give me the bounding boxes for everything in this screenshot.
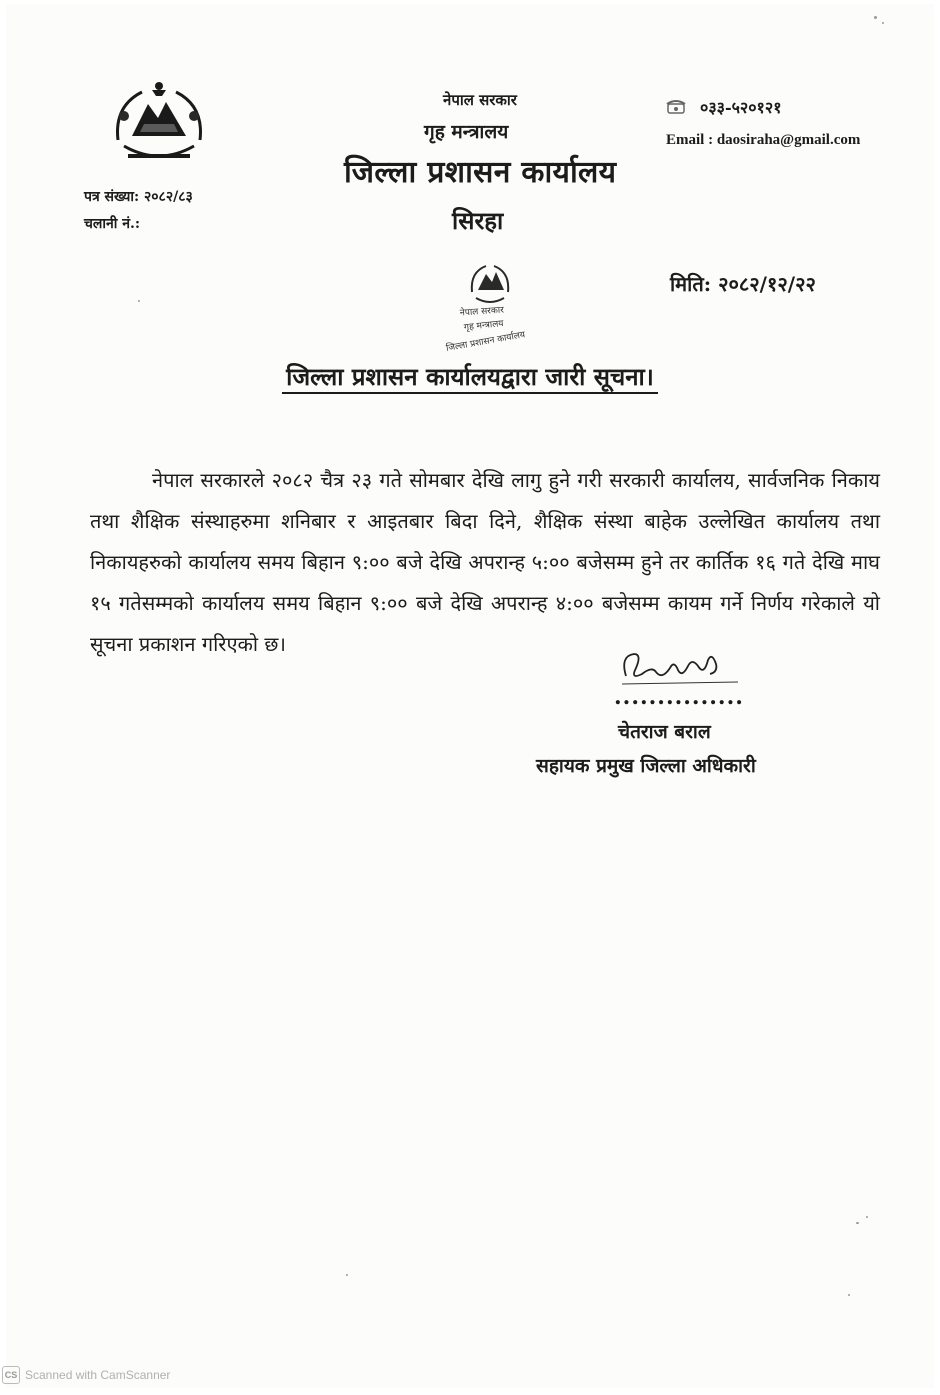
scan-speck: [866, 1216, 868, 1218]
seal-line-1: नेपाल सरकार: [459, 305, 505, 319]
office-seal-stamp: [424, 256, 544, 366]
scan-speck: [856, 1222, 859, 1224]
seal-line-3: जिल्ला प्रशासन कार्यालय: [445, 330, 526, 354]
signer-name: चेतराज बराल: [618, 721, 711, 743]
signer-designation: सहायक प्रमुख जिल्ला अधिकारी: [536, 755, 756, 777]
notice-title: [6, 360, 934, 393]
scanner-watermark: [2, 1366, 170, 1384]
notice-title-text: जिल्ला प्रशासन कार्यालयद्वारा जारी सूचना।: [282, 362, 658, 394]
phone-number: ०३३-५२०१२१: [700, 98, 782, 117]
email-address: Email : daosiraha@gmail.com: [666, 132, 861, 148]
watermark-text: Scanned with CamScanner: [25, 1368, 171, 1382]
government-name: नेपाल सरकार: [443, 91, 517, 109]
camscanner-logo-icon: CS: [2, 1366, 20, 1384]
telephone-icon: [666, 99, 686, 115]
notice-body: नेपाल सरकारले २०८२ चैत्र २३ गते सोमबार देखि लागु हुने गरी सरकारी कार्यालय, सार्वजनिक निकाय तथा शैक्षिक संस्थाहरुमा शनिबार र आइतबार बिदा दिने, शैक्षिक संस्था बाहेक उल्लेखित कार्यालय तथा निकायहरुको कार्यालय समय बिहान ९:०० बजे देखि अपरान्ह ५:०० बजेसम्म हुने तर कार्तिक १६ गते देखि माघ १५ गतेसम्मको कार्यालय समय बिहान ९:०० बजे देखि अपरान्ह ४:०० बजेसम्म कायम गर्ने निर्णय गरेकाले यो सूचना प्रकाशन गरिएको छ।: [90, 468, 880, 656]
office-name: जिल्ला प्रशासन कार्यालय: [344, 155, 617, 190]
dispatch-number: चलानी नं.:: [84, 216, 141, 232]
signature-dots: ...............: [614, 684, 744, 710]
ministry-name: गृह मन्त्रालय: [424, 121, 509, 143]
scan-speck: [848, 1294, 850, 1296]
letter-number: पत्र संख्या: २०८२/८३: [84, 189, 193, 205]
scan-speck: [138, 300, 140, 302]
scan-speck: [346, 1274, 348, 1276]
reference-block: [84, 184, 193, 238]
district-name: सिरहा: [452, 206, 504, 235]
seal-line-2: गृह मन्त्रालय: [463, 318, 505, 334]
nepal-emblem-icon: [104, 76, 214, 172]
phone-row: [666, 96, 782, 118]
letter-date: मिति: २०८२/१२/२२: [670, 272, 816, 296]
letter-page: [6, 4, 934, 1388]
scan-speck: [882, 22, 884, 24]
scan-speck: [874, 16, 877, 19]
